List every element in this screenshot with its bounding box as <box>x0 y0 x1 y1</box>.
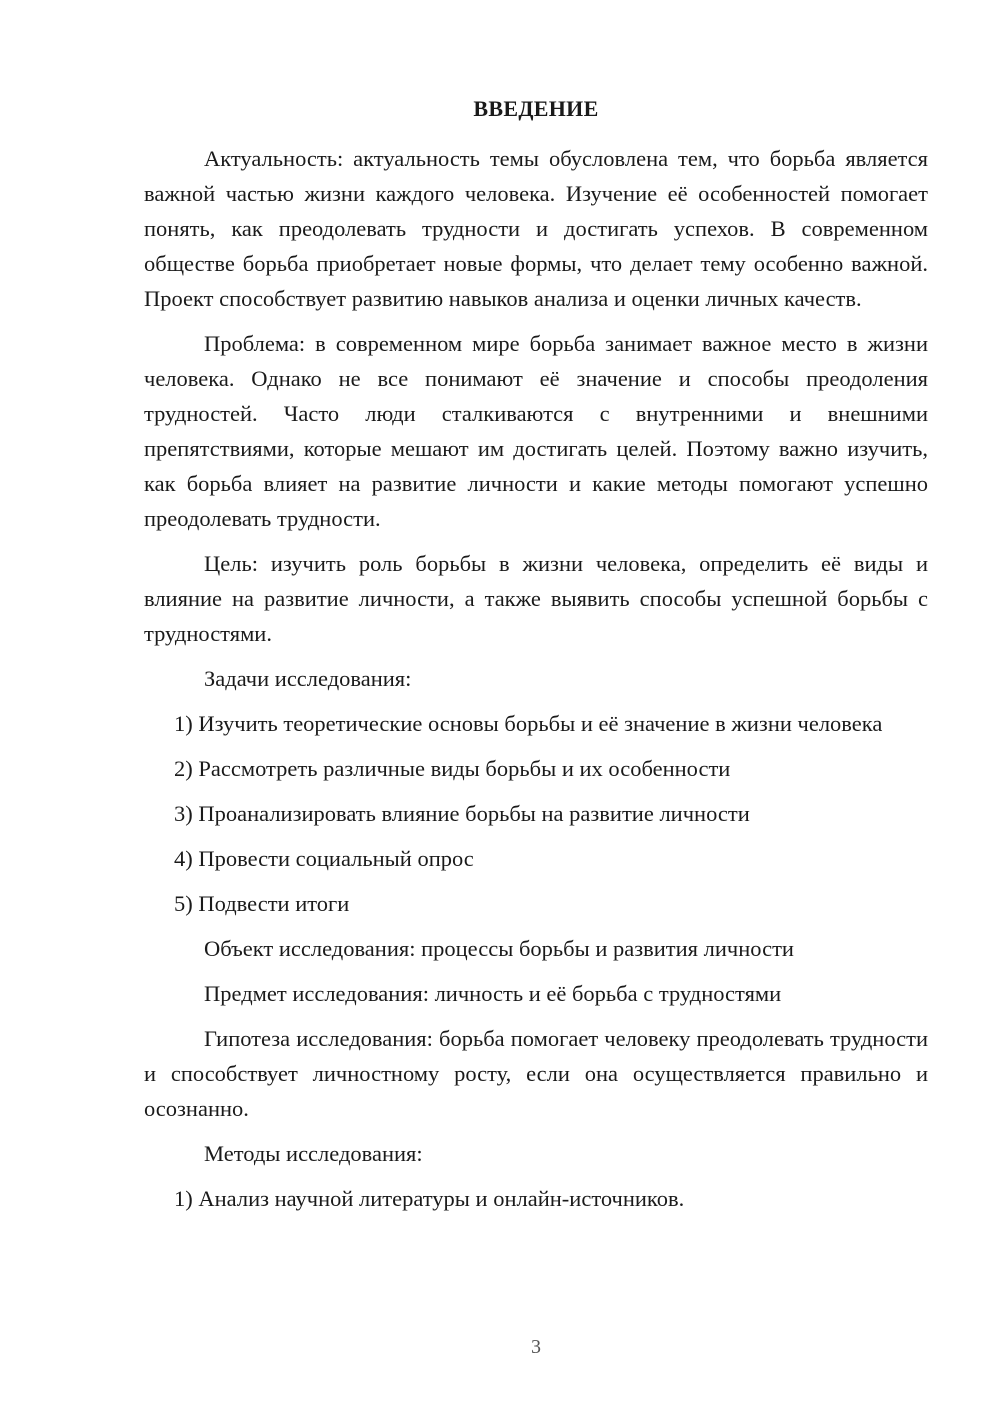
subject-paragraph: Предмет исследования: личность и её борьба с трудностями <box>204 981 782 1006</box>
task-item-5: 5) Подвести итоги <box>174 891 350 916</box>
object-paragraph: Объект исследования: процессы борьбы и развития личности <box>204 936 794 961</box>
method-item-1: 1) Анализ научной литературы и онлайн-источников. <box>174 1186 685 1211</box>
methods-heading: Методы исследования: <box>204 1141 423 1166</box>
relevance-paragraph: Актуальность: актуальность темы обусловлена тем, что борьба является важной частью жизни каждого человека. Изучение её особенностей помогает понять, как преодолевать трудности и достигать успехов. В современном обществе борьба приобретает новые формы, что делает тему особенно важной. Проект способствует развитию навыков анализа и оценки личных качеств. <box>144 146 928 311</box>
goal-paragraph: Цель: изучить роль борьбы в жизни человека, определить её виды и влияние на развитие личности, а также выявить способы успешной борьбы с трудностями. <box>144 551 928 646</box>
task-item-1: 1) Изучить теоретические основы борьбы и её значение в жизни человека <box>174 711 883 736</box>
body-text <box>144 141 928 1226</box>
page-number: 3 <box>531 1336 541 1358</box>
tasks-heading: Задачи исследования: <box>204 666 412 691</box>
hypothesis-paragraph: Гипотеза исследования: борьба помогает человеку преодолевать трудности и способствует личностному росту, если она осуществляется правильно и осознанно. <box>144 1026 928 1121</box>
problem-paragraph: Проблема: в современном мире борьба занимает важное место в жизни человека. Однако не все понимают её значение и способы преодоления трудностей. Часто люди сталкиваются с внутренними и внешними препятствиями, которые мешают им достигать целей. Поэтому важно изучить, как борьба влияет на развитие личности и какие методы помогают успешно преодолевать трудности. <box>144 331 928 531</box>
task-item-4: 4) Провести социальный опрос <box>174 846 474 871</box>
task-item-2: 2) Рассмотреть различные виды борьбы и их особенности <box>174 756 731 781</box>
task-item-3: 3) Проанализировать влияние борьбы на развитие личности <box>174 801 750 826</box>
section-title: ВВЕДЕНИЕ <box>473 96 599 121</box>
